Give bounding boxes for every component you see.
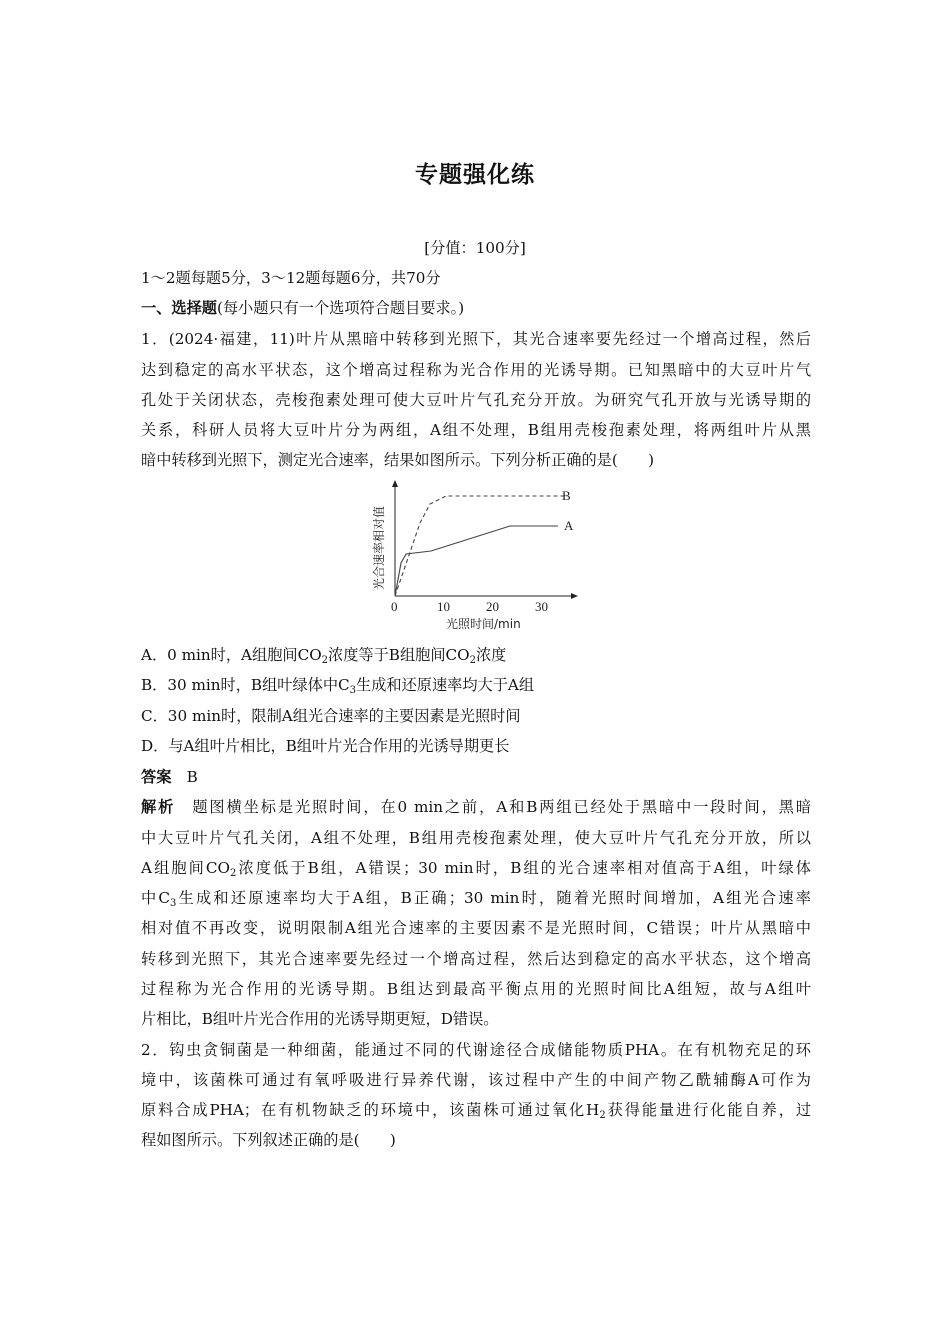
series-b-label: B [562, 488, 571, 503]
scoring-rule: 1～2题每题5分，3～12题每题6分，共70分 [141, 269, 441, 287]
q1-analysis-line: 中$C_3$生成和还原速率均大于A组，B正确；30 min时，随着光照时间增加，A组光合速率 [141, 889, 811, 909]
q1-stem-line: 暗中转移到光照下，测定光合速率，结果如图所示。下列分析正确的是( ) [141, 451, 655, 469]
answer-label: 答案 [141, 768, 172, 786]
y-axis-label: 光合速率相对值 [372, 505, 386, 590]
page-title: 专题强化练 [415, 162, 535, 188]
section-note: (每小题只有一个选项符合题目要求。) [216, 299, 465, 317]
y-axis-arrow-icon [392, 480, 398, 487]
q1-analysis-line: 片相比，B组叶片光合作用的光诱导期更短，D错误。 [141, 1010, 499, 1028]
series-b-line [395, 496, 566, 596]
section-heading [141, 298, 811, 318]
q1-analysis-line: 相对值不再改变，说明限制A组光合速率的主要因素不是光照时间，C错误；叶片从黑暗中 [141, 919, 811, 937]
q1-stem-line: 关系，科研人员将大豆叶片分为两组，A组不处理，B组用壳梭孢素处理，将两组叶片从黑 [141, 421, 811, 439]
q1-stem-line: 达到稳定的高水平状态，这个增高过程称为光合作用的光诱导期。已知黑暗中的大豆叶片气 [141, 361, 811, 379]
x-axis-arrow-icon [571, 593, 578, 599]
q1-stem-line: 1．(2024·福建，11)叶片从黑暗中转移到光照下，其光合速率要先经过一个增高过程，然后 [141, 330, 811, 348]
q1-option-b: B．30 min时，B组叶绿体中$C_3$生成和还原速率均大于A组 [141, 676, 535, 696]
answer-value: B [186, 768, 198, 786]
q2-stem-line: 程如图所示。下列叙述正确的是( ) [141, 1131, 396, 1149]
q1-analysis-line: 中大豆叶片气孔关闭，A组不处理，B组用壳梭孢素处理，使大豆叶片气孔充分开放，所以 [141, 829, 811, 847]
q1-analysis-line: 解析 题图横坐标是光照时间，在0 min之前，A和B两组已经处于黑暗中一段时间，黑暗 [141, 798, 812, 816]
q2-stem-line: 原料合成PHA；在有机物缺乏的环境中，该菌株可通过氧化$H_2$获得能量进行化能自养，过 [141, 1101, 811, 1121]
q1-analysis-line: A组胞间$CO_2$浓度低于B组，A错误；30 min时，B组的光合速率相对值高于A组，叶绿体 [141, 859, 811, 879]
x-tick: 0 [391, 599, 398, 614]
q1-option-a: A．0 min时，A组胞间$CO_2$浓度等于B组胞间$CO_2$浓度 [141, 646, 507, 666]
series-a-line [395, 526, 558, 596]
q2-stem-line: 2．钩虫贪铜菌是一种细菌，能通过不同的代谢途径合成储能物质PHA。在有机物充足的环 [141, 1041, 811, 1059]
q1-option-c: C．30 min时，限制A组光合速率的主要因素是光照时间 [141, 707, 521, 725]
score-total: [分值：100分] [424, 239, 526, 257]
q1-analysis-line: 转移到光照下，其光合速率要先经过一个增高过程，然后达到稳定的高水平状态，这个增高 [141, 950, 811, 968]
q1-stem-line: 孔处于关闭状态，壳梭孢素处理可使大豆叶片气孔充分开放。为研究气孔开放与光诱导期的 [141, 391, 811, 409]
series-a-label: A [564, 518, 574, 533]
q1-answer [141, 767, 811, 787]
x-axis-label: 光照时间/min [446, 617, 521, 631]
analysis-label: 解析 [141, 798, 176, 816]
q2-stem-line: 境中，该菌株可通过有氧呼吸进行异养代谢，该过程中产生的中间产物乙酰辅酶A可作为 [141, 1071, 811, 1089]
x-tick: 20 [486, 599, 499, 614]
q1-option-d: D．与A组叶片相比，B组叶片光合作用的光诱导期更长 [141, 737, 510, 755]
photosynthesis-rate-chart [362, 478, 592, 638]
x-tick: 10 [437, 599, 450, 614]
q1-analysis-line: 过程称为光合作用的光诱导期。B组达到最高平衡点用的光照时间比A组短，故与A组叶 [141, 980, 811, 998]
section-label: 一、选择题 [141, 299, 217, 317]
x-tick: 30 [535, 599, 548, 614]
